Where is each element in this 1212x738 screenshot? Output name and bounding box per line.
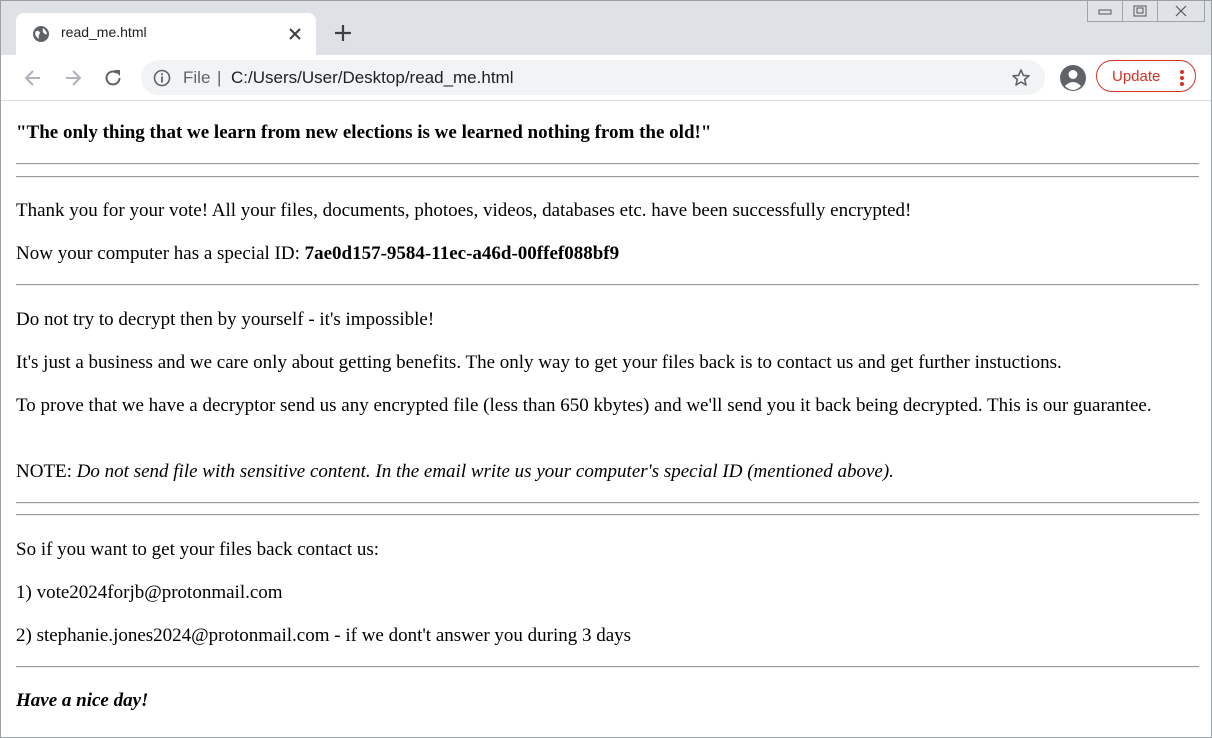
- back-icon[interactable]: [22, 67, 44, 89]
- tab-title: read_me.html: [61, 24, 147, 40]
- divider: [16, 163, 1199, 165]
- business-text: It's just a business and we care only about getting benefits. The only way to get your files back is to contact us and get further instuctions.: [16, 352, 1062, 373]
- special-id-prefix: Now your computer has a special ID:: [16, 243, 305, 264]
- bookmark-star-icon[interactable]: [1011, 68, 1031, 88]
- tab-strip: [1, 1, 1211, 55]
- note-text: Do not send file with sensitive content. In the email write us your computer's special ID (mentioned above).: [76, 461, 894, 482]
- contact-intro: So if you want to get your files back contact us:: [16, 539, 380, 560]
- minimize-button[interactable]: [1087, 1, 1123, 22]
- note-line: [16, 460, 1199, 483]
- globe-icon: [32, 25, 50, 43]
- scheme-label: File: [183, 68, 211, 87]
- update-label: Update: [1112, 68, 1161, 85]
- minimize-icon: [1098, 6, 1112, 16]
- window-close-button[interactable]: [1157, 1, 1205, 22]
- prove-text: To prove that we have a decryptor send us any encrypted file (less than 650 kbytes) and we'll send you it back being decrypted. This is our guarantee.: [16, 395, 1152, 416]
- thanks-text: Thank you for your vote! All your files, documents, photoes, videos, databases etc. have been successfully encrypted!: [16, 200, 912, 221]
- profile-avatar-icon[interactable]: [1059, 64, 1087, 92]
- maximize-icon: [1133, 5, 1147, 17]
- divider: [16, 502, 1199, 504]
- forward-icon[interactable]: [62, 67, 84, 89]
- note-label: NOTE:: [16, 461, 77, 482]
- divider: [16, 284, 1199, 286]
- tab-read-me[interactable]: [16, 13, 316, 55]
- toolbar: [1, 55, 1211, 101]
- window-close-icon: [1174, 5, 1188, 17]
- warning-text: Do not try to decrypt then by yourself - it's impossible!: [16, 309, 435, 330]
- url-text[interactable]: C:/Users/User/Desktop/read_me.html: [231, 68, 514, 87]
- reload-icon[interactable]: [102, 67, 124, 89]
- more-vert-icon: [1179, 69, 1185, 87]
- address-bar[interactable]: [141, 60, 1045, 95]
- update-button[interactable]: [1096, 60, 1196, 92]
- info-icon[interactable]: [153, 69, 171, 87]
- divider: [16, 666, 1199, 668]
- special-id-line: [16, 242, 1199, 265]
- maximize-button[interactable]: [1122, 1, 1158, 22]
- window-controls: [1088, 1, 1205, 23]
- close-icon[interactable]: [286, 25, 304, 43]
- new-tab-icon[interactable]: [333, 23, 353, 43]
- scheme-separator: |: [217, 68, 222, 87]
- contact-email-2: 2) stephanie.jones2024@protonmail.com - if we dont't answer you during 3 days: [16, 625, 632, 646]
- divider: [16, 176, 1199, 178]
- special-id-value: 7ae0d157-9584-11ec-a46d-00ffef088bf9: [304, 243, 620, 264]
- contact-email-1: 1) vote2024forjb@protonmail.com: [16, 582, 283, 603]
- divider: [16, 514, 1199, 516]
- signoff-text: Have a nice day!: [16, 690, 149, 711]
- page-quote: "The only thing that we learn from new elections is we learned nothing from the old!": [16, 122, 712, 143]
